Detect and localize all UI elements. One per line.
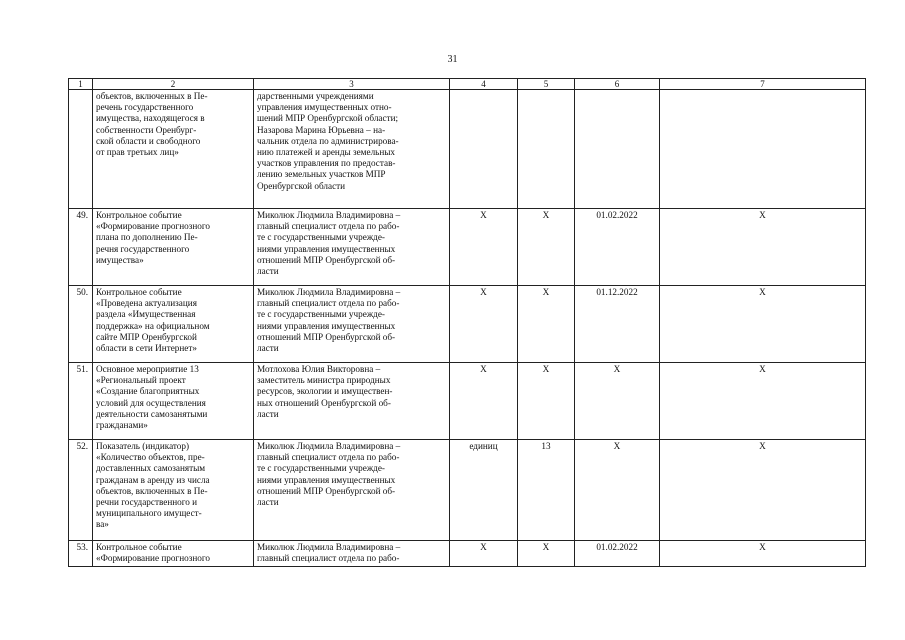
value-cell: Х [518,363,575,440]
header-cell: 4 [450,79,518,90]
event-name: Контрольное событие «Формирование прогнозного [93,541,254,567]
header-cell: 3 [254,79,450,90]
responsible-person: Миколюк Людмила Владимировна – главный специалист отдела по рабо- [254,541,450,567]
unit-cell: Х [450,286,518,363]
date-cell: Х [575,363,660,440]
header-row [69,79,866,90]
row-number: 53. [69,541,93,567]
responsible-person: Миколюк Людмила Владимировна – главный специалист отдела по рабо- те с государственными учрежде- ниями управления имущественных отношений МПР Оренбургской об- ласти [254,440,450,541]
row-number: 51. [69,363,93,440]
table-row [69,541,866,567]
value-cell [518,90,575,209]
value-cell: 13 [518,440,575,541]
responsible-person: Миколюк Людмила Владимировна – главный специалист отдела по рабо- те с государственными учрежде- ниями управления имущественных отношений МПР Оренбургской об- ласти [254,286,450,363]
unit-cell [450,90,518,209]
responsible-person: дарственными учреждениями управления имущественных отно- шений МПР Оренбургской области; Назарова Марина Юрьевна – на- чальник отдела по администрирова- нию платежей и аренды земельных участков управления по предостав- лению земельных участков МПР Оренбургской области [254,90,450,209]
date-cell: Х [575,440,660,541]
responsible-person: Мотлохова Юлия Викторовна – заместитель министра природных ресурсов, экологии и имуществен- ных отношений Оренбургской об- ласти [254,363,450,440]
value-cell: Х [518,286,575,363]
event-name: Основное мероприятие 13 «Региональный проект «Создание благоприятных условий для осуществления деятельности самозанятыми гражданами» [93,363,254,440]
row-number: 52. [69,440,93,541]
table-row [69,209,866,286]
page-number: 31 [447,54,458,65]
note-cell: Х [660,541,866,567]
value-cell: Х [518,209,575,286]
date-cell: 01.12.2022 [575,286,660,363]
event-name: Контрольное событие «Проведена актуализация раздела «Имущественная поддержка» на официальном сайте МПР Оренбургской области в сети Интернет» [93,286,254,363]
event-name: Контрольное событие «Формирование прогнозного плана по дополнению Пе- речня государственного имущества» [93,209,254,286]
row-number: 49. [69,209,93,286]
responsible-person: Миколюк Людмила Владимировна – главный специалист отдела по рабо- те с государственными учрежде- ниями управления имущественных отношений МПР Оренбургской об- ласти [254,209,450,286]
header-cell: 5 [518,79,575,90]
plan-table [68,78,866,567]
unit-cell: Х [450,209,518,286]
unit-cell: единиц [450,440,518,541]
note-cell [660,90,866,209]
date-cell: 01.02.2022 [575,209,660,286]
note-cell: Х [660,440,866,541]
table-row [69,440,866,541]
table-row [69,363,866,440]
note-cell: Х [660,209,866,286]
date-cell [575,90,660,209]
value-cell: Х [518,541,575,567]
header-cell: 6 [575,79,660,90]
date-cell: 01.02.2022 [575,541,660,567]
row-number [69,90,93,209]
event-name: Показатель (индикатор) «Количество объектов, пре- доставленных самозанятым гражданам в аренду из числа объектов, включенных в Пе- речни государственного и муниципального имущест- ва» [93,440,254,541]
event-name: объектов, включенных в Пе- речень государственного имущества, находящегося в собственности Оренбург- ской области и свободного от прав третьих лиц» [93,90,254,209]
note-cell: Х [660,286,866,363]
unit-cell: Х [450,541,518,567]
note-cell: Х [660,363,866,440]
unit-cell: Х [450,363,518,440]
header-cell: 2 [93,79,254,90]
header-cell: 7 [660,79,866,90]
header-cell: 1 [69,79,93,90]
table-row [69,286,866,363]
table-row [69,90,866,209]
row-number: 50. [69,286,93,363]
